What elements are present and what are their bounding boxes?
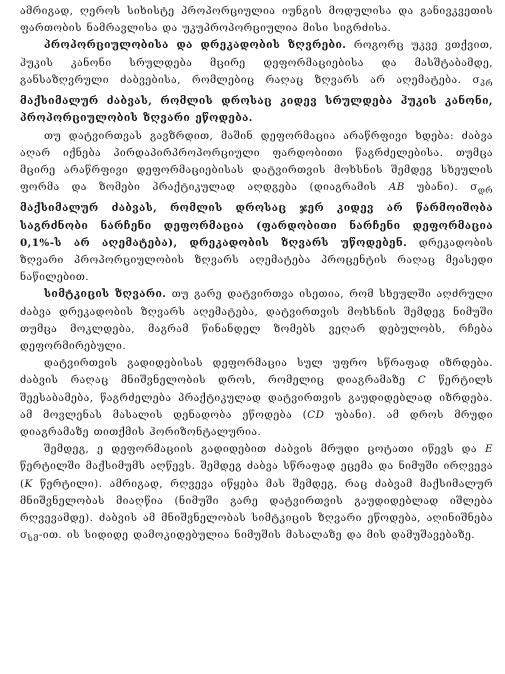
subscript-text: პრ xyxy=(480,78,493,89)
paragraph-p2 xyxy=(20,37,493,127)
bold-text: მაქსიმალურ ძაბვას, რომლის დროსაც ჯერ კიდევ არ წარმოიშობა საგრძნობი ნარჩენი დეფორმაცია (ფარდობითი ნარჩენი დეფორმაცია 0,1%-ს არ აღემატება), დრეკადობის ზღვარს უწოდებენ. xyxy=(20,202,493,249)
subscript-text: დრ xyxy=(477,186,494,197)
paragraph-text: წერტილს შეესაბამება, წაგრძელება პრაქტიკულად დატვირთვის გაუდიდებლად იზრდება. ამ მოვლენას მასალის დენადობა ეწოდება ( xyxy=(20,374,493,421)
paragraph-p6 xyxy=(20,441,493,548)
bold-text: სიმტკიცის ზღვარი. xyxy=(44,288,167,301)
paragraph-p4 xyxy=(20,286,493,355)
paragraph-text: ამრიგად, ღეროს სიხისტე პროპორციულია იუნგის მოდულისა და განივკვეთის ფართობის ნამრავლისა და უკუპროპორციულია მისი სიგრძისა. xyxy=(20,5,493,35)
paragraph-text: უბანი). ამ დროს მრუდი დიაგრამაზე თითქმის ჰორიზონტალურია. xyxy=(20,408,494,439)
paragraph-text: წერტილში მაქსიმუმს აღწევს. შემდეგ ძაბვა სწრაფად ეცემა და ნიმუში ირღვევა ( xyxy=(20,460,493,490)
paragraph-text: σ xyxy=(470,181,478,194)
paragraph-text: დრეკადობის ზღვარი პროპორციულობის ზღვარს აღემატება პროცენტის რაღაც მეასედი ნაწილებით. xyxy=(20,236,493,284)
paragraph-text: σ xyxy=(472,73,481,86)
paragraph-text: როგორც უკვე ვთქვით, ჰუკის კანონი სრულდება მცირე დეფორმაციებისა და მასშტაბამდე, განსაზღვრული ძაბვებისა, რომლებიც რაღაც ზღვარს არ აღემატება. xyxy=(20,39,493,86)
paragraph-text: უბანი). xyxy=(404,181,471,194)
italic-text: AB xyxy=(388,181,405,194)
italic-text: C xyxy=(417,374,427,387)
italic-text: K xyxy=(24,477,33,490)
paragraph-p1 xyxy=(20,3,493,37)
paragraph-text: -ით. ის სიდიდე დამოკიდებულია ნიმუშის მასალაზე და მის დამუშავებაზე. xyxy=(38,529,476,542)
subscript-text: სმ xyxy=(27,534,39,545)
bold-text: მაქსიმალურ ძაბვას, რომლის დროსაც კიდევ სრულდება ჰუკის კანონი, პროპორციულობის ზღვარი ეწოდება. xyxy=(20,95,493,125)
italic-text: E xyxy=(484,443,493,456)
paragraph-text: დატვირთვის გადიდებისას დეფორმაცია სულ უფრო სწრაფად იზრდება. ძაბვის რაღაც მნიშვნელობის დროს, რომელიც დიაგრამაზე xyxy=(20,357,493,387)
italic-text: CD xyxy=(307,408,325,421)
paragraph-text: თუ გარე დატვირთვა ისეთია, რომ სხეულში აღძრული ძაბვა დრეკადობის ზღვარს აღემატება, დატვირთვის მოხსნის შემდეგ ნიმუში თუმცა მოკლდება, მაგრამ წინანდელ ზომებს ვეღარ დებულობს, რჩება დეფორმირებული. xyxy=(20,288,494,353)
paragraph-text: თუ დატვირთვას გავზრდით, მაშინ დეფორმაცია არაწრფივი ხდება: ძაბვა აღარ იქნება პირდაპირპროპორციული ფარდობითი წაგრძელებისა. თუმცა მცირე არაწრფივი დეფორმაციებისას დატვირთვის მოხსნის შემდეგ სხეულის ფორმა და ზომები პრაქტიკულად აღდგება (დიაგრამის xyxy=(20,129,493,194)
paragraph-p5 xyxy=(20,355,493,441)
bold-text: პროპორციულობისა და დრეკადობის ზღვრები. xyxy=(44,39,347,52)
paragraph-text: შემდეგ, ე დეფორმაციის გადიდებით ძაბვის მრუდი ცოტათი იწევს და xyxy=(44,443,485,456)
paragraph-text: წერტილი). ამრიგად, რღვევა იწყება მას შემდეგ, რაც ძაბვამ მაქსიმალურ მნიშვნელობას მიაღწია (ნიმუში გარე დატვირთვის გაუდიდებლად იშლება რღვევამდე). ძაბვის ამ მნიშვნელობას სიმტკიცის ზღვარი ეწოდება, აღინიშნება σ xyxy=(20,477,493,542)
paragraph-p3 xyxy=(20,128,493,287)
